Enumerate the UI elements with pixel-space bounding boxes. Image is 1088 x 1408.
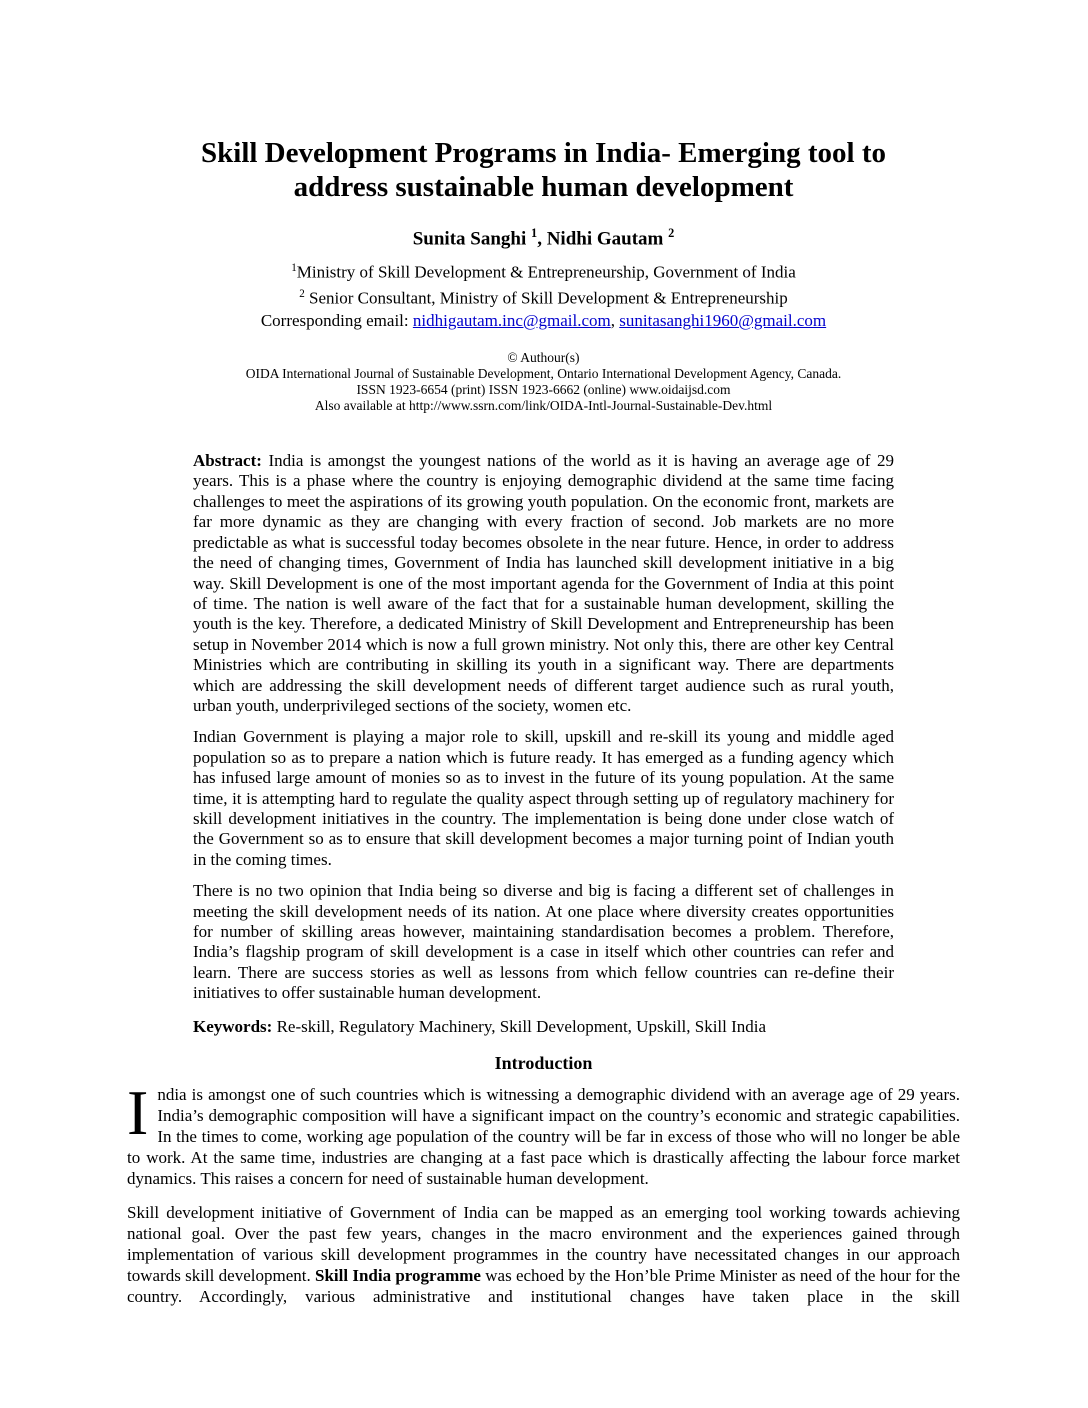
affiliation-2 xyxy=(127,283,960,310)
abstract-label: Abstract: xyxy=(193,451,262,471)
intro-paragraph-1-text: ndia is amongst one of such countries which is witnessing a demographic dividend with an average age of 29 years. India’s demographic composition will have a significant impact on the country’s economic and strategic capabilities. In the times to come, working age population of the country will be far in excess of those who will no longer be able to work. At the same time, industries are changing at a fast pace which is drastically affecting the labour force market dynamics. This raises a concern for need of sustainable human development. xyxy=(127,1085,960,1189)
email-link-1[interactable]: nidhigautam.inc@gmail.com xyxy=(412,311,611,331)
author-separator: , xyxy=(537,228,547,250)
drop-cap: I xyxy=(127,1077,149,1149)
keywords-label: Keywords: xyxy=(193,1016,273,1036)
skill-india-programme-bold: Skill India programme xyxy=(314,1266,481,1286)
email-link-2[interactable]: sunitasanghi1960@gmail.com xyxy=(619,311,827,331)
affiliation-2-superscript: 2 xyxy=(299,288,305,301)
availability-line: Also available at http://www.ssrn.com/link/OIDA-Intl-Journal-Sustainable-Dev.html xyxy=(314,398,773,414)
abstract-paragraph-1 xyxy=(193,451,894,716)
paper-title xyxy=(127,136,960,204)
imprint-block xyxy=(127,350,960,414)
intro-paragraph-2-text-b: was echoed by the Hon’ble Prime Minister as need of the hour for the country. Accordingly, various administrative and institutional changes have taken place in the skill xyxy=(127,1266,960,1307)
journal-line: OIDA International Journal of Sustainable Development, Ontario International Development Agency, Canada. xyxy=(245,366,842,382)
email-separator: , xyxy=(610,311,620,331)
paper-title-line2: address sustainable human development xyxy=(293,171,794,204)
intro-paragraph-2 xyxy=(127,1202,960,1307)
paper-title-line1: Skill Development Programs in India- Emerging tool to xyxy=(201,137,886,169)
email-label: Corresponding email: xyxy=(260,311,413,331)
affiliation-1 xyxy=(127,257,960,284)
intro-paragraph-1 xyxy=(127,1077,960,1189)
author-2: Nidhi Gautam xyxy=(546,228,669,250)
abstract-section xyxy=(193,451,894,1037)
keywords-text: Re-skill, Regulatory Machinery, Skill Development, Upskill, Skill India xyxy=(272,1016,767,1036)
keywords-line xyxy=(193,1017,894,1037)
affiliation-2-text: Senior Consultant, Ministry of Skill Development & Entrepreneurship xyxy=(304,289,788,309)
abstract-paragraph-1-text: India is amongst the youngest nations of the world as it is having an average age of 29 years. This is a phase where the country is enjoying demographic dividend at the same time facing challenges to meet the aspirations of its growing youth population. On the economic front, markets are far more dynamic as they are changing with every fraction of second. Job markets are no more predictable as what is successful today becomes obsolete in the near future. Hence, in order to address the need of changing times, Government of India has launched skill development initiative in a big way. Skill Development is one of the most important agenda for the Government of India at this point of time. The nation is well aware of the fact that for a sustainable human development, skilling the youth is the key. Therefore, a dedicated Ministry of Skill Development and Entrepreneurship has been setup in November 2014 which is now a full grown ministry. Not only this, there are other key Central Ministries which are contributing in skilling its youth in a significant way. There are departments which are addressing the skill development needs of different target audience such as rural youth, urban youth, underprivileged sections of the society, women etc. xyxy=(193,451,894,715)
introduction-heading: Introduction xyxy=(494,1053,593,1074)
affiliation-1-text: Ministry of Skill Development & Entrepreneurship, Government of India xyxy=(296,262,796,282)
affiliation-1-superscript: 1 xyxy=(291,261,297,274)
author-2-superscript: 2 xyxy=(668,226,675,241)
corresponding-email-line xyxy=(127,310,960,332)
copyright-line: © Authour(s) xyxy=(507,350,580,366)
intro-paragraph-2-text-a: Skill development initiative of Government of India can be mapped as an emerging tool working towards achieving national goal. Over the past few years, changes in the macro environment and the experiences gained through implementation of various skill development programmes in the country have necessitated changes in our approach towards skill development. xyxy=(127,1203,960,1286)
author-1-superscript: 1 xyxy=(531,226,538,241)
abstract-paragraph-2: Indian Government is playing a major role to skill, upskill and re-skill its young and middle aged population so as to prepare a nation which is future ready. It has emerged as a funding agency which has infused large amount of monies so as to invest in the future of its young population. At the same time, it is attempting hard to regulate the quality aspect through setting up of regulatory machinery for skill development initiatives in the country. The implementation is being done under close watch of the Government so as to ensure that skill development becomes a major turning point of Indian youth in the coming times. xyxy=(193,727,894,869)
issn-line: ISSN 1923-6654 (print) ISSN 1923-6662 (online) www.oidaijsd.com xyxy=(356,382,731,398)
author-1: Sunita Sanghi xyxy=(412,228,532,250)
authors-line xyxy=(127,226,960,250)
abstract-paragraph-3: There is no two opinion that India being so diverse and big is facing a different set of challenges in meeting the skill development needs of its nation. At one place where diversity creates opportunities for number of skilling areas however, maintaining standardisation becomes a problem. Therefore, India’s flagship program of skill development is a case in itself which other countries can refer and learn. There are success stories as well as lessons from which fellow countries can re-define their initiatives to offer sustainable human development. xyxy=(193,881,894,1003)
